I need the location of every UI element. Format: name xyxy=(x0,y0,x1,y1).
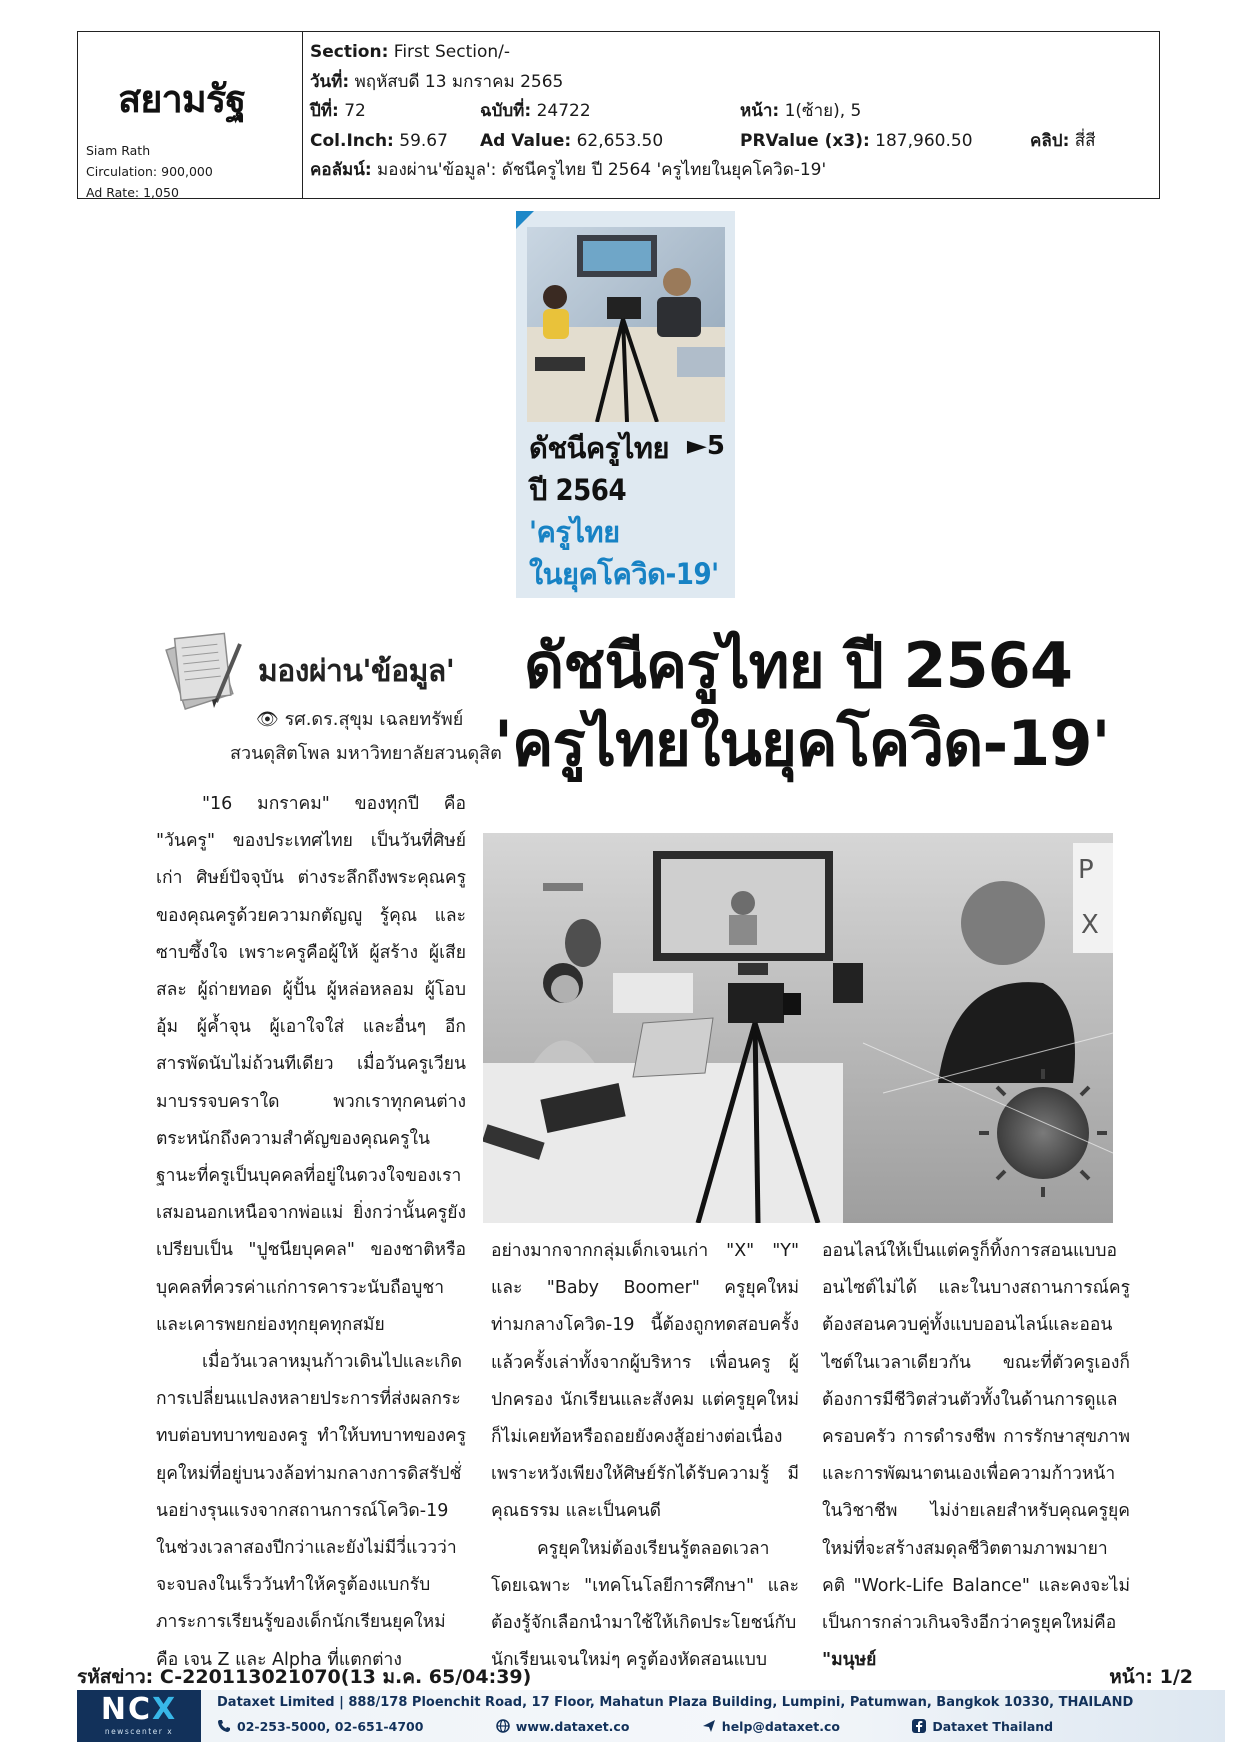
footer-bar xyxy=(77,1690,1225,1742)
issue-row: ปีที่: 72 ฉบับที่: 24722 หน้า: 1(ซ้าย), 5 xyxy=(310,101,862,121)
paragraph: อย่างมากจากกลุ่มเด็กเจนเก่า "X" "Y" และ "Baby Boomer" ครูยุคใหม่ท่ามกลางโควิด-19 นี้ต้องถูกทดสอบครั้งแล้วครั้งเล่าทั้งจากผู้บริหาร เพื่อนครู ผู้ปกครอง นักเรียนและสังคม แต่ครูยุคใหม่ก็ไม่เคยท้อหรือถอยยังคงสู้อย่างต่อเนื่องเพราะหวังเพียงให้ศิษย์รักได้รับความรู้ มีคุณธรรม และเป็นคนดี xyxy=(491,1241,799,1522)
section-row: Section: First Section/- xyxy=(310,42,510,62)
article-column-1 xyxy=(156,786,466,1679)
paragraph: ครูยุคใหม่ต้องเรียนรู้ตลอดเวลาโดยเฉพาะ "เทคโนโลยีการศึกษา" และต้องรู้จักเลือกนำมาใช้ให้เกิดประโยชน์กับนักเรียนเจนใหม่ๆ ครูต้องหัดสอนแบบ xyxy=(491,1538,799,1671)
clipping-header xyxy=(77,31,1160,199)
svg-text:X: X xyxy=(1081,910,1099,940)
company-address: Dataxet Limited | 888/178 Ploenchit Road, 17 Floor, Mahatun Plaza Building, Lumpini, Patumwan, Bangkok 10330, THAILAND xyxy=(217,1695,1134,1710)
ncx-logo: NCX newscenter x xyxy=(77,1690,201,1742)
column-title: มองผ่าน'ข้อมูล' xyxy=(258,654,455,689)
article-column-3 xyxy=(822,1233,1130,1679)
publication-name: Siam Rath xyxy=(86,143,151,158)
article-photo xyxy=(483,833,1113,1223)
paragraph: "16 มกราคม" ของทุกปี คือ "วันครู" ของประเทศไทย เป็นวันที่ศิษย์เก่า ศิษย์ปัจจุบัน ต่างระลึกถึงพระคุณครูของคุณครูด้วยความกตัญญู รู้คุณ และซาบซึ้งใจ เพราะครูคือผู้ให้ ผู้สร้าง ผู้เสียสละ ผู้ถ่ายทอด ผู้ปั้น ผู้หล่อหลอม ผู้โอบอุ้ม ผู้ค้ำจุน ผู้เอาใจใส่ และอื่นๆ อีกสารพัดนับไม่ถ้วนทีเดียว เมื่อวันครูเวียนมาบรรจบคราใด พวกเราทุกคนต่างตระหนักถึงความสำคัญของคุณครูในฐานะที่ครูเป็นบุคคลที่อยู่ในดวงใจของเราเสมอนอกเหนือจากพ่อแม่ ยิ่งกว่านั้นครูยังเปรียบเป็น "ปูชนียบุคคล" ของชาติหรือบุคคลที่ควรค่าแก่การคารวะนับถือบูชาและเคารพยกย่องทุกยุคทุกสมัย xyxy=(156,794,466,1335)
contact-row xyxy=(217,1719,1121,1734)
headline-line-2: 'ครูไทยในยุคโควิด-19' xyxy=(494,707,1110,780)
column-papers-icon xyxy=(156,624,248,716)
facebook-contact[interactable]: Dataxet Thailand xyxy=(912,1719,1087,1734)
paragraph: เมื่อวันเวลาหมุนก้าวเดินไปและเกิดการเปลี่ยนแปลงหลายประการที่ส่งผลกระทบต่อบทบาทของครู ทำให้บทบาทของครูยุคใหม่ที่อยู่บนวงล้อท่ามกลางการดิสรัปชั่นอย่างรุนแรงจากสถานการณ์โควิด-19 ในช่วงเวลาสองปีกว่าและยังไม่มีวี่แววว่าจะจบลงในเร็ววันทำให้ครูต้องแบกรับภาระการเรียนรู้ของเด็กนักเรียนยุคใหม่คือ เจน Z และ Alpha ที่แตกต่าง xyxy=(156,1352,466,1670)
publication-meta xyxy=(86,140,213,203)
email-contact[interactable]: help@dataxet.co xyxy=(702,1719,874,1734)
news-code: รหัสข่าว: C-220113021070(13 ม.ค. 65/04:39) xyxy=(77,1666,532,1688)
clipping-info xyxy=(303,32,1159,198)
globe-icon xyxy=(496,1719,510,1733)
teaser-photo xyxy=(527,227,725,422)
article-headline xyxy=(494,627,1110,783)
send-icon xyxy=(702,1719,716,1733)
author-affiliation: สวนดุสิตโพล มหาวิทยาลัยสวนดุสิต xyxy=(230,743,502,764)
publication-logo: สยามรัฐ xyxy=(118,77,246,121)
value-row: Col.Inch: 59.67 Ad Value: 62,653.50 PRValue (x3): 187,960.50 คลิป: สี่สี xyxy=(310,130,1096,151)
phone-icon xyxy=(217,1719,231,1733)
circulation: Circulation: 900,000 xyxy=(86,164,213,179)
author-byline: 👁 รศ.ดร.สุขุม เฉลยทรัพย์ xyxy=(256,709,464,730)
eye-icon: 👁 xyxy=(256,709,279,730)
teaser-headline: ดัชนีครูไทย ปี 2564 'ครูไทย ในยุคโควิด-19' xyxy=(529,431,719,591)
article-column-2 xyxy=(491,1233,799,1679)
web-contact[interactable]: www.dataxet.co xyxy=(496,1719,664,1734)
teaser-page-ref: ►5 xyxy=(686,431,725,461)
date-row: วันที่: พฤหัสบดี 13 มกราคม 2565 xyxy=(310,71,564,92)
headline-line-1: ดัชนีครูไทย ปี 2564 xyxy=(524,629,1072,702)
front-page-teaser xyxy=(516,211,735,598)
publication-box xyxy=(78,32,303,198)
paragraph: ออนไลน์ให้เป็นแต่ครูก็ทิ้งการสอนแบบออนไซต์ไม่ได้ และในบางสถานการณ์ครูต้องสอนควบคู่ทั้งแบบออนไลน์และออนไซต์ในเวลาเดียวกัน ขณะที่ตัวครูเองก็ต้องการมีชีวิตส่วนตัวทั้งในด้านการดูแลครอบครัว การดำรงชีพ การรักษาสุขภาพ และการพัฒนาตนเองเพื่อความก้าวหน้าในวิชาชีพ ไม่ง่ายเลยสำหรับคุณครูยุคใหม่ที่จะสร้างสมดุลชีวิตตามภาพมายาคติ "Work-Life Balance" และคงจะไม่เป็นการกล่าวเกินจริงอีกว่าครูยุคใหม่คือ "มนุษย์ xyxy=(822,1241,1130,1671)
ad-rate: Ad Rate: 1,050 xyxy=(86,185,179,200)
facebook-icon xyxy=(912,1719,926,1733)
page-number: หน้า: 1/2 xyxy=(1109,1666,1193,1688)
svg-text:P: P xyxy=(1078,855,1094,885)
column-row: คอลัมน์: มองผ่าน'ข้อมูล': ดัชนีครูไทย ปี 2564 'ครูไทยในยุคโควิด-19' xyxy=(310,160,827,180)
phone-contact: 02-253-5000, 02-651-4700 xyxy=(217,1719,457,1734)
